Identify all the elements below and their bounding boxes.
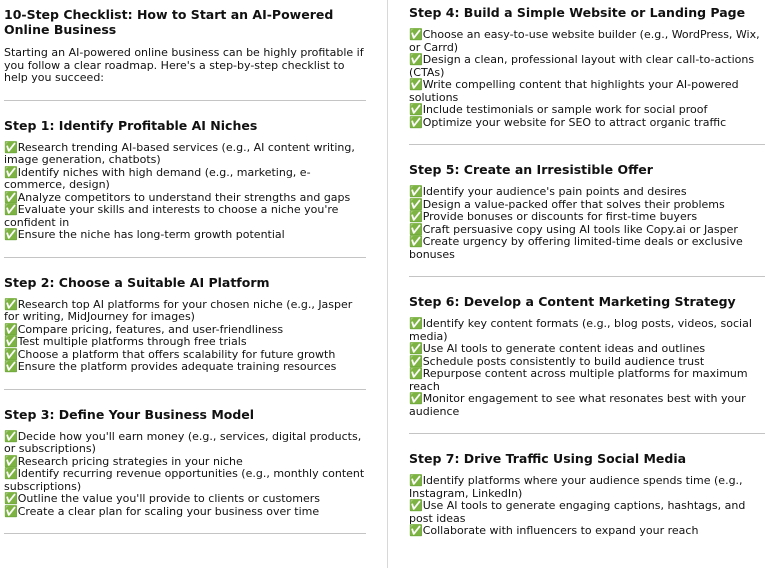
section-divider — [4, 533, 366, 534]
checklist-item-text: Ensure the platform provides adequate training resources — [17, 360, 337, 373]
checklist-item-text: Decide how you'll earn money (e.g., services, digital products, or subscriptions) — [4, 429, 362, 455]
checklist-item-text: Outline the value you'll provide to clients or customers — [17, 492, 320, 505]
left-column — [4, 0, 366, 551]
check-mark-icon: ✅ — [4, 347, 18, 361]
check-mark-icon: ✅ — [409, 103, 423, 116]
check-mark-icon: ✅ — [409, 317, 423, 330]
checklist-item — [409, 475, 765, 500]
step-heading: Step 5: Create an Irresistible Offer — [409, 162, 653, 177]
step-heading: Step 3: Define Your Business Model — [4, 406, 255, 422]
column-divider — [387, 0, 388, 568]
check-mark-icon: ✅ — [409, 342, 423, 355]
check-mark-icon: ✅ — [4, 492, 18, 505]
check-mark-icon: ✅ — [409, 235, 423, 248]
checklist-item-text: Monitor engagement to see what resonates best with your audience — [409, 392, 746, 418]
checklist-item — [409, 54, 765, 79]
right-column — [409, 0, 765, 538]
checklist — [4, 299, 366, 374]
section-divider — [409, 276, 765, 277]
check-mark-icon: ✅ — [4, 140, 18, 154]
section-divider — [4, 100, 366, 101]
check-mark-icon: ✅ — [409, 474, 423, 487]
step-heading: Step 7: Drive Traffic Using Social Media — [409, 451, 687, 466]
checklist-item-text: Research top AI platforms for your chosen niche (e.g., Jasper for writing, MidJourney for images) — [4, 297, 353, 323]
checklist-item — [409, 368, 765, 393]
right-steps-container — [409, 5, 765, 538]
step-section — [4, 100, 366, 242]
checklist-item-text: Identify recurring revenue opportunities (e.g., monthly content subscriptions) — [4, 467, 365, 493]
checklist-item — [4, 167, 366, 192]
check-mark-icon: ✅ — [4, 454, 18, 468]
checklist-item-text: Repurpose content across multiple platforms for maximum reach — [409, 367, 748, 393]
check-mark-icon: ✅ — [409, 499, 423, 512]
checklist — [4, 431, 366, 519]
section-divider — [409, 433, 765, 434]
checklist-item-text: Choose an easy-to-use website builder (e.g., WordPress, Wix, or Carrd) — [409, 28, 760, 54]
check-mark-icon: ✅ — [409, 392, 423, 405]
check-mark-icon: ✅ — [4, 203, 18, 216]
check-mark-icon: ✅ — [409, 524, 423, 537]
checklist-item-text: Write compelling content that highlights your AI-powered solutions — [409, 78, 739, 104]
checklist-item — [4, 229, 366, 242]
step-section — [409, 144, 765, 261]
checklist-item — [409, 236, 765, 261]
checklist-item-text: Research trending AI-based services (e.g., AI content writing, image generation, chatbots) — [4, 140, 355, 166]
check-mark-icon: ✅ — [4, 360, 18, 373]
check-mark-icon: ✅ — [409, 78, 423, 91]
check-mark-icon: ✅ — [409, 197, 423, 211]
checklist-item-text: Use AI tools to generate engaging captions, hashtags, and post ideas — [409, 499, 746, 525]
checklist-item — [4, 506, 366, 519]
checklist-item-text: Identify key content formats (e.g., blog posts, videos, social media) — [409, 317, 752, 343]
check-mark-icon: ✅ — [4, 429, 18, 443]
step-heading: Step 2: Choose a Suitable AI Platform — [4, 274, 270, 290]
checklist — [409, 318, 765, 418]
checklist-item-text: Craft persuasive copy using AI tools like Copy.ai or Jasper — [422, 222, 738, 236]
check-mark-icon: ✅ — [4, 297, 18, 311]
checklist-item-text: Identify your audience's pain points and desires — [422, 185, 687, 198]
check-mark-icon: ✅ — [409, 210, 423, 223]
checklist-item — [409, 29, 765, 54]
step-section — [409, 5, 765, 129]
checklist-item — [4, 299, 366, 324]
section-divider — [4, 389, 366, 390]
check-mark-icon: ✅ — [4, 190, 18, 204]
checklist-item-text: Ensure the niche has long-term growth potential — [17, 228, 285, 241]
checklist-item-text: Use AI tools to generate content ideas and outlines — [422, 342, 706, 355]
check-mark-icon: ✅ — [409, 53, 423, 66]
checklist-item — [4, 142, 366, 167]
checklist-item-text: Provide bonuses or discounts for first-time buyers — [422, 210, 698, 223]
checklist-item-text: Create urgency by offering limited-time deals or exclusive bonuses — [409, 235, 743, 261]
step-heading: Step 1: Identify Profitable AI Niches — [4, 117, 258, 133]
intro-paragraph: Starting an AI-powered online business can be highly profitable if you follow a clear roadmap. Here's a step-by-step checklist to help you succeed: — [4, 46, 364, 84]
checklist-item-text: Test multiple platforms through free trials — [17, 335, 247, 348]
check-mark-icon: ✅ — [4, 165, 18, 179]
step-section — [409, 433, 765, 538]
checklist-item — [409, 525, 765, 538]
checklist-item-text: Choose a platform that offers scalability for future growth — [17, 347, 336, 361]
checklist-item — [409, 79, 765, 104]
checklist-item-text: Compare pricing, features, and user-friendliness — [17, 322, 284, 336]
checklist-item-text: Include testimonials or sample work for social proof — [422, 103, 708, 116]
checklist-item-text: Design a clean, professional layout with clear call-to-actions (CTAs) — [409, 53, 755, 79]
check-mark-icon: ✅ — [409, 115, 423, 129]
checklist-item — [409, 393, 765, 418]
check-mark-icon: ✅ — [4, 504, 18, 518]
checklist-item-text: Create a clear plan for scaling your business over time — [17, 504, 320, 518]
checklist-item — [409, 318, 765, 343]
check-mark-icon: ✅ — [409, 367, 423, 380]
check-mark-icon: ✅ — [4, 335, 18, 348]
left-steps-container — [4, 100, 366, 535]
checklist-item-text: Analyze competitors to understand their strengths and gaps — [17, 190, 351, 204]
checklist-item — [4, 468, 366, 493]
checklist-item-text: Identify niches with high demand (e.g., marketing, e-commerce, design) — [4, 165, 311, 191]
checklist-item-text: Collaborate with influencers to expand your reach — [422, 524, 699, 537]
section-divider — [4, 257, 366, 258]
checklist-item-text: Identify platforms where your audience spends time (e.g., Instagram, LinkedIn) — [409, 474, 743, 500]
step-section — [409, 276, 765, 418]
check-mark-icon: ✅ — [409, 28, 423, 41]
checklist — [4, 142, 366, 242]
checklist-item-text: Schedule posts consistently to build audience trust — [422, 354, 705, 368]
checklist-item — [409, 500, 765, 525]
checklist — [409, 186, 765, 261]
checklist-item — [4, 361, 366, 374]
check-mark-icon: ✅ — [409, 354, 423, 368]
checklist — [409, 475, 765, 538]
step-heading: Step 4: Build a Simple Website or Landing Page — [409, 5, 746, 20]
check-mark-icon: ✅ — [4, 322, 18, 336]
step-heading: Step 6: Develop a Content Marketing Strategy — [409, 294, 736, 309]
check-mark-icon: ✅ — [409, 185, 423, 198]
check-mark-icon: ✅ — [4, 467, 18, 480]
checklist — [409, 29, 765, 129]
checklist-item-text: Evaluate your skills and interests to choose a niche you're confident in — [4, 203, 339, 229]
checklist-item — [4, 204, 366, 229]
step-section — [4, 257, 366, 374]
check-mark-icon: ✅ — [409, 222, 423, 236]
checklist-item — [4, 431, 366, 456]
checklist-item-text: Research pricing strategies in your niche — [17, 454, 243, 468]
section-divider — [409, 144, 765, 145]
document-title: 10-Step Checklist: How to Start an AI-Powered Online Business — [4, 7, 334, 37]
step-section — [4, 389, 366, 519]
checklist-item-text: Design a value-packed offer that solves their problems — [422, 197, 725, 211]
checklist-item-text: Optimize your website for SEO to attract organic traffic — [422, 115, 727, 129]
checklist-item — [409, 117, 765, 130]
check-mark-icon: ✅ — [4, 228, 18, 241]
